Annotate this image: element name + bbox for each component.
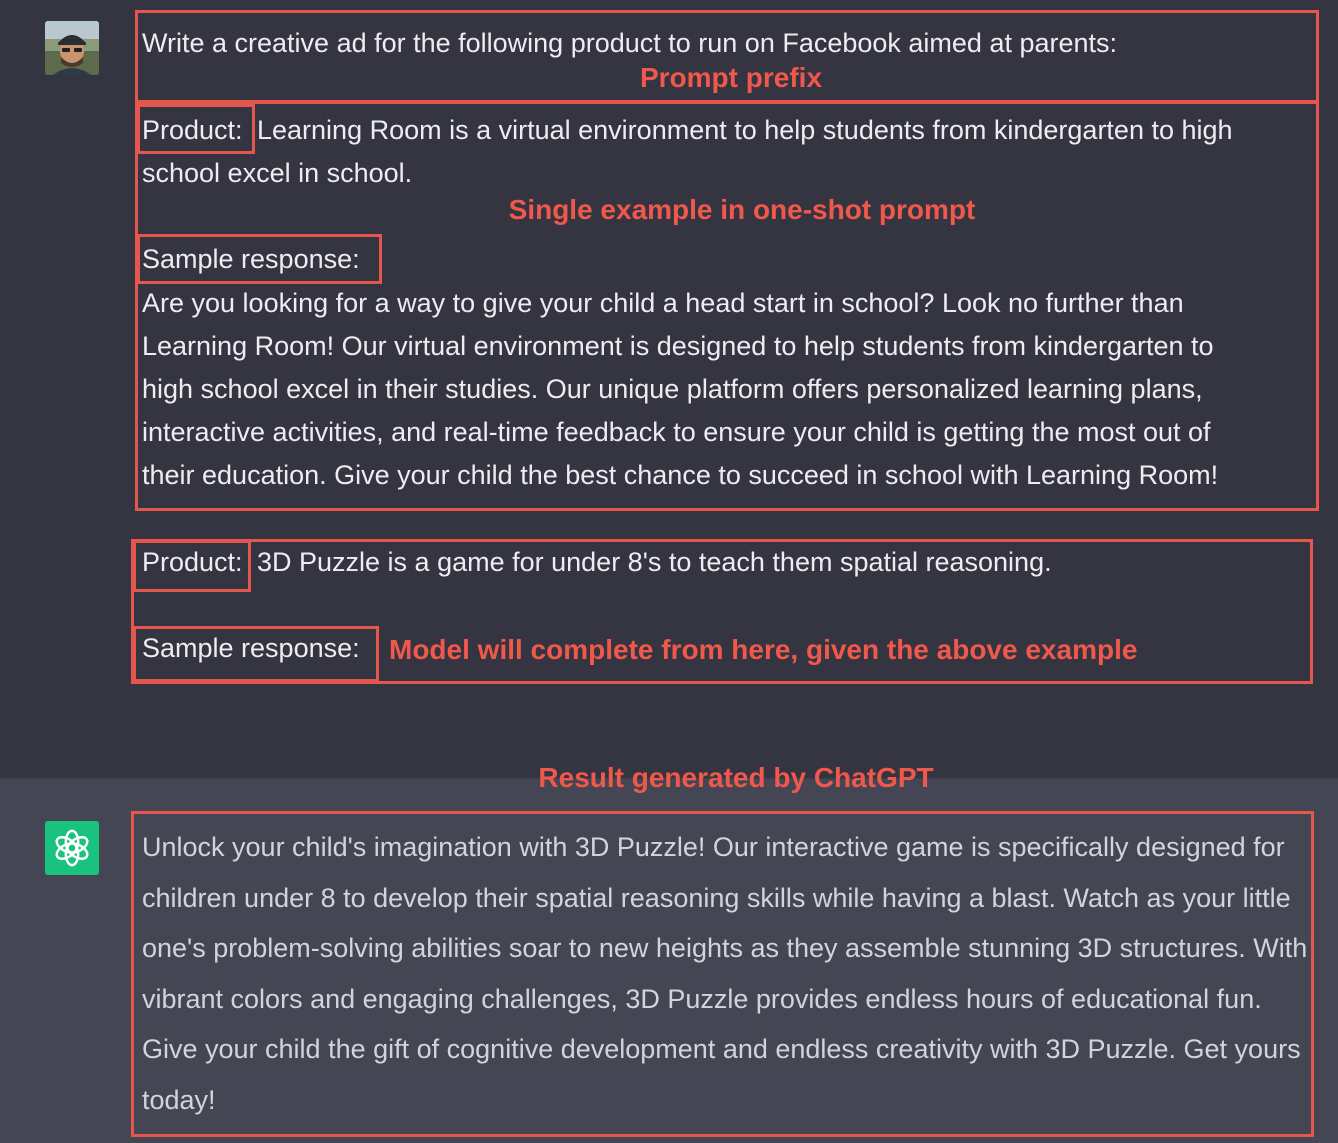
openai-logo-icon	[53, 829, 91, 867]
assistant-avatar	[45, 821, 99, 875]
example-response-line-2: Learning Room! Our virtual environment is designed to help students from kindergarten to	[142, 331, 1214, 361]
query-product-label: Product:	[142, 547, 243, 577]
example-response-line-1: Are you looking for a way to give your child a head start in school? Look no further than	[142, 288, 1184, 318]
prompt-prefix-text: Write a creative ad for the following product to run on Facebook aimed at parents:	[142, 28, 1118, 58]
example-product-label: Product:	[142, 115, 243, 145]
example-product-text-line1: Learning Room is a virtual environment to help students from kindergarten to high	[257, 115, 1233, 145]
assistant-response-text: Unlock your child's imagination with 3D Puzzle! Our interactive game is specifically designed for children under 8 to develop their spatial reasoning skills while having a blast. Watch as your little one's problem-solving abilities soar to new heights as they assemble stunning 3D structures. With vibrant colors and engaging challenges, 3D Puzzle provides endless hours of educational fun. Give your child the gift of cognitive development and endless creativity with 3D Puzzle. Get yours today!	[142, 832, 1308, 1115]
query-product-text: 3D Puzzle is a game for under 8's to teach them spatial reasoning.	[257, 547, 1052, 577]
annotation-prompt-prefix: Prompt prefix	[639, 62, 823, 93]
query-response-label: Sample response:	[142, 633, 360, 663]
example-response-label: Sample response:	[142, 244, 360, 274]
example-product-text-line2: school excel in school.	[142, 158, 413, 188]
example-response-line-4: interactive activities, and real-time feedback to ensure your child is getting the most out of	[142, 417, 1211, 447]
user-avatar	[45, 21, 99, 75]
annotation-result-generated: Result generated by ChatGPT	[538, 762, 934, 793]
annotation-model-complete: Model will complete from here, given the above example	[389, 634, 1138, 665]
example-response-line-3: high school excel in their studies. Our unique platform offers personalized learning plans,	[142, 374, 1203, 404]
user-avatar-photo-icon	[45, 21, 99, 75]
example-response-line-5: their education. Give your child the best chance to succeed in school with Learning Room!	[142, 460, 1219, 490]
annotation-single-example: Single example in one-shot prompt	[508, 194, 976, 225]
